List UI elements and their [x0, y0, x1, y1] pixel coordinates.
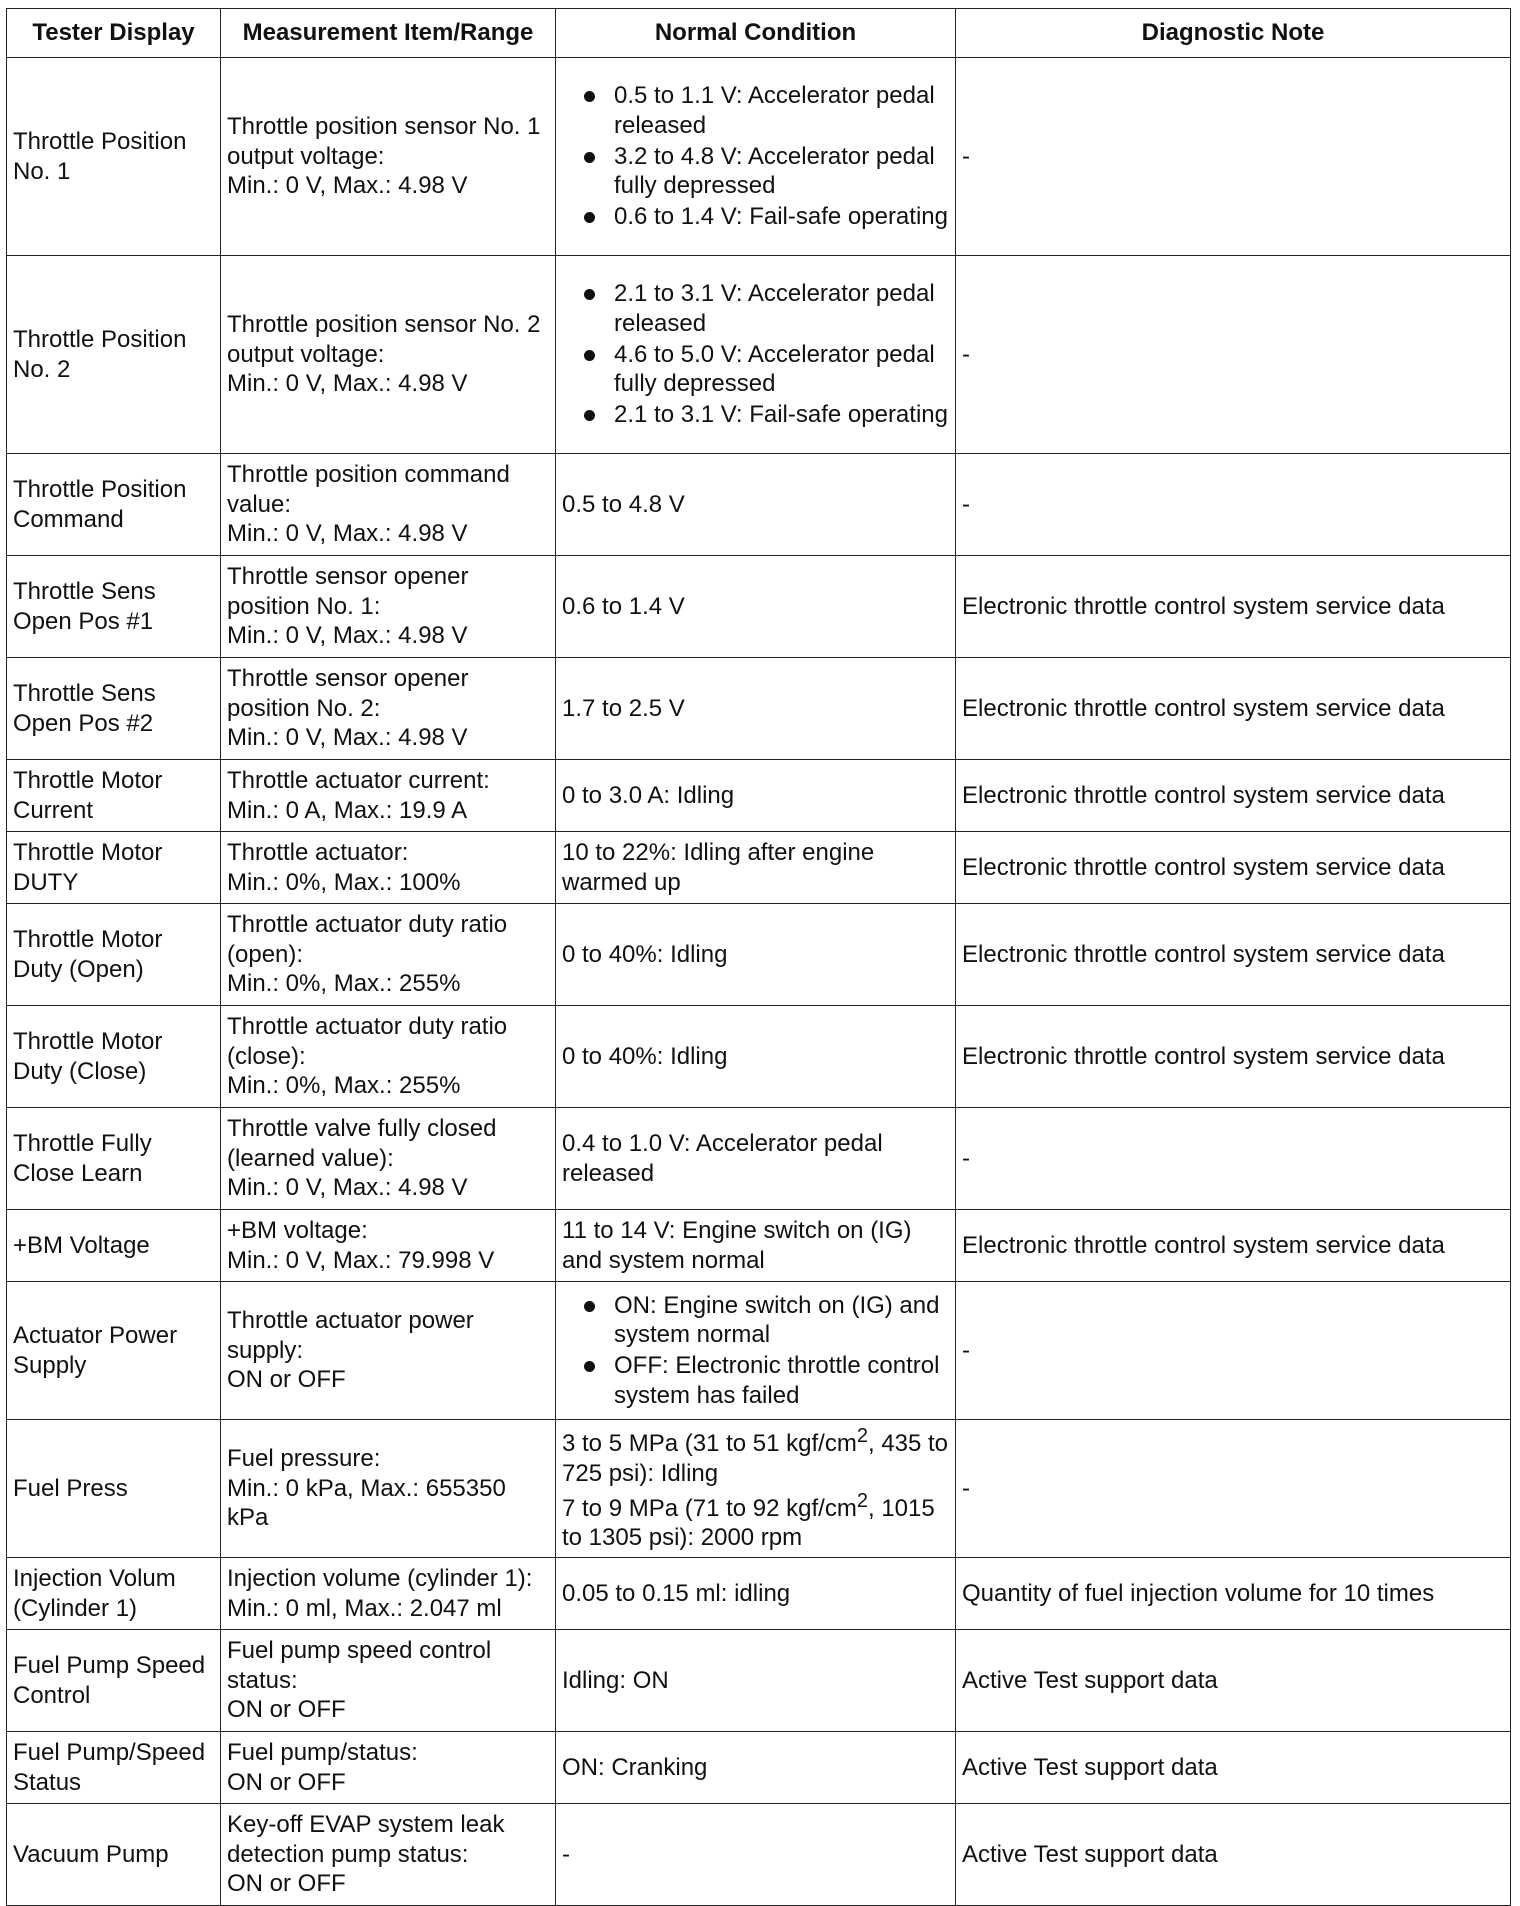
table-row: [7, 58, 1511, 256]
diagnostic-note-cell: Active Test support data: [956, 1804, 1511, 1906]
measurement-item: Throttle actuator duty ratio (open):: [227, 910, 508, 968]
condition-cell: 1.7 to 2.5 V: [556, 658, 956, 760]
table-row: [7, 760, 1511, 832]
measurement-cell: [221, 904, 556, 1006]
table-row: [7, 1732, 1511, 1804]
measurement-range: Min.: 0 V, Max.: 4.98 V: [227, 520, 468, 548]
measurement-cell: [221, 454, 556, 556]
table-row: [7, 832, 1511, 904]
measurement-cell: [221, 1006, 556, 1108]
condition-item: 2.1 to 3.1 V: Accelerator pedal released: [614, 279, 949, 339]
header-normal-condition: Normal Condition: [556, 9, 956, 58]
condition-cell: 0.5 to 4.8 V: [556, 454, 956, 556]
table-row: [7, 1108, 1511, 1210]
condition-cell: [556, 58, 956, 256]
measurement-range: Min.: 0%, Max.: 100%: [227, 868, 461, 896]
diagnostic-note-cell: Electronic throttle control system service data: [956, 1210, 1511, 1282]
measurement-range: Min.: 0 V, Max.: 4.98 V: [227, 1174, 468, 1202]
measurement-range: Min.: 0 kPa, Max.: 655350 kPa: [227, 1474, 506, 1532]
measurement-item: Throttle position sensor No. 1 output voltage:: [227, 112, 541, 170]
measurement-range: Min.: 0 V, Max.: 4.98 V: [227, 370, 468, 398]
condition-item: 4.6 to 5.0 V: Accelerator pedal fully depressed: [614, 340, 949, 400]
superscript: 2: [856, 1425, 868, 1447]
table-row: [7, 1210, 1511, 1282]
measurement-item: Fuel pump/status:: [227, 1738, 418, 1766]
measurement-item: Throttle position sensor No. 2 output voltage:: [227, 310, 541, 368]
tester-display-cell: Fuel Press: [7, 1420, 221, 1558]
condition-cell: 0 to 40%: Idling: [556, 904, 956, 1006]
condition-item: 0.5 to 1.1 V: Accelerator pedal released: [614, 81, 949, 141]
diagnostic-note-cell: Active Test support data: [956, 1630, 1511, 1732]
condition-text: , 435 to 725 psi): Idling: [562, 1430, 948, 1487]
diagnostic-note-cell: -: [956, 256, 1511, 454]
condition-cell: 11 to 14 V: Engine switch on (IG) and system normal: [556, 1210, 956, 1282]
measurement-cell: [221, 832, 556, 904]
condition-line: [562, 1489, 949, 1554]
diagnostic-note-cell: Electronic throttle control system service data: [956, 904, 1511, 1006]
tester-display-cell: Fuel Pump/Speed Status: [7, 1732, 221, 1804]
tester-display-cell: Throttle Motor Duty (Close): [7, 1006, 221, 1108]
diagnostic-note-cell: -: [956, 1282, 1511, 1420]
tester-display-cell: Injection Volum (Cylinder 1): [7, 1558, 221, 1630]
measurement-range: ON or OFF: [227, 1768, 346, 1796]
measurement-range: ON or OFF: [227, 1366, 346, 1394]
measurement-range: Min.: 0%, Max.: 255%: [227, 970, 461, 998]
diagnostic-note-cell: Electronic throttle control system service data: [956, 1006, 1511, 1108]
table-row: [7, 1630, 1511, 1732]
tester-display-cell: Throttle Motor Current: [7, 760, 221, 832]
condition-cell: 0.05 to 0.15 ml: idling: [556, 1558, 956, 1630]
table-row: [7, 454, 1511, 556]
condition-cell: [556, 256, 956, 454]
measurement-cell: [221, 1108, 556, 1210]
measurement-item: +BM voltage:: [227, 1216, 368, 1244]
measurement-cell: [221, 556, 556, 658]
tester-display-cell: Throttle Sens Open Pos #2: [7, 658, 221, 760]
diagnostic-note-cell: -: [956, 1420, 1511, 1558]
table-row: [7, 1006, 1511, 1108]
condition-text: 3 to 5 MPa (31 to 51 kgf/cm: [562, 1430, 857, 1457]
measurement-item: Key-off EVAP system leak detection pump status:: [227, 1810, 505, 1868]
tester-display-cell: Throttle Sens Open Pos #1: [7, 556, 221, 658]
diagnostic-note-cell: Electronic throttle control system service data: [956, 556, 1511, 658]
table-row: [7, 658, 1511, 760]
measurement-item: Throttle sensor opener position No. 2:: [227, 664, 469, 722]
table-row: [7, 556, 1511, 658]
measurement-cell: [221, 1282, 556, 1420]
measurement-range: Min.: 0 V, Max.: 4.98 V: [227, 172, 468, 200]
measurement-range: ON or OFF: [227, 1696, 346, 1724]
measurement-cell: [221, 1210, 556, 1282]
table-row: [7, 256, 1511, 454]
tester-display-cell: +BM Voltage: [7, 1210, 221, 1282]
measurement-item: Fuel pump speed control status:: [227, 1636, 492, 1694]
table-row: [7, 1282, 1511, 1420]
measurement-item: Throttle actuator power supply:: [227, 1306, 474, 1364]
condition-cell: Idling: ON: [556, 1630, 956, 1732]
tester-display-cell: Actuator Power Supply: [7, 1282, 221, 1420]
measurement-cell: [221, 1420, 556, 1558]
condition-cell: [556, 1420, 956, 1558]
condition-cell: -: [556, 1804, 956, 1906]
diagnostic-note-cell: -: [956, 1108, 1511, 1210]
header-diagnostic-note: Diagnostic Note: [956, 9, 1511, 58]
measurement-cell: [221, 1732, 556, 1804]
measurement-range: Min.: 0 V, Max.: 4.98 V: [227, 622, 468, 650]
measurement-cell: [221, 1630, 556, 1732]
measurement-item: Throttle valve fully closed (learned value):: [227, 1114, 497, 1172]
condition-line: [562, 1424, 949, 1489]
condition-cell: 0.6 to 1.4 V: [556, 556, 956, 658]
condition-list: [562, 279, 949, 430]
measurement-range: Min.: 0 ml, Max.: 2.047 ml: [227, 1594, 502, 1622]
measurement-range: Min.: 0 A, Max.: 19.9 A: [227, 796, 468, 824]
measurement-item: Throttle position command value:: [227, 460, 510, 518]
table-row: [7, 1420, 1511, 1558]
tester-display-cell: Fuel Pump Speed Control: [7, 1630, 221, 1732]
condition-cell: 10 to 22%: Idling after engine warmed up: [556, 832, 956, 904]
measurement-cell: [221, 760, 556, 832]
tester-display-cell: Throttle Fully Close Learn: [7, 1108, 221, 1210]
measurement-range: ON or OFF: [227, 1870, 346, 1898]
condition-item: 2.1 to 3.1 V: Fail-safe operating: [614, 401, 948, 429]
condition-item: 3.2 to 4.8 V: Accelerator pedal fully depressed: [614, 142, 949, 202]
measurement-item: Throttle actuator current:: [227, 766, 490, 794]
diagnostic-note-cell: Electronic throttle control system service data: [956, 658, 1511, 760]
condition-cell: ON: Cranking: [556, 1732, 956, 1804]
measurement-item: Fuel pressure:: [227, 1444, 381, 1472]
header-measurement: Measurement Item/Range: [221, 9, 556, 58]
measurement-item: Injection volume (cylinder 1):: [227, 1564, 533, 1592]
data-list-table: [6, 8, 1511, 1906]
measurement-cell: [221, 1804, 556, 1906]
measurement-item: Throttle sensor opener position No. 1:: [227, 562, 469, 620]
superscript: 2: [856, 1489, 868, 1512]
table-row: [7, 1804, 1511, 1906]
tester-display-cell: Throttle Motor Duty (Open): [7, 904, 221, 1006]
measurement-cell: [221, 1558, 556, 1630]
condition-cell: 0 to 3.0 A: Idling: [556, 760, 956, 832]
tester-display-cell: Throttle Position No. 1: [7, 58, 221, 256]
condition-text: , 1015 to 1305 psi): 2000 rpm: [562, 1494, 935, 1552]
measurement-range: Min.: 0 V, Max.: 4.98 V: [227, 724, 468, 752]
condition-item: 0.6 to 1.4 V: Fail-safe operating: [614, 203, 948, 231]
measurement-cell: [221, 256, 556, 454]
condition-cell: 0 to 40%: Idling: [556, 1006, 956, 1108]
condition-cell: [556, 1282, 956, 1420]
diagnostic-note-cell: Active Test support data: [956, 1732, 1511, 1804]
table-row: [7, 904, 1511, 1006]
header-tester-display: Tester Display: [7, 9, 221, 58]
measurement-range: Min.: 0%, Max.: 255%: [227, 1072, 461, 1100]
diagnostic-note-cell: -: [956, 454, 1511, 556]
measurement-item: Throttle actuator duty ratio (close):: [227, 1012, 508, 1070]
header-row: [7, 9, 1511, 58]
tester-display-cell: Throttle Motor DUTY: [7, 832, 221, 904]
measurement-item: Throttle actuator:: [227, 838, 409, 866]
diagnostic-note-cell: Quantity of fuel injection volume for 10 times: [956, 1558, 1511, 1630]
tester-display-cell: Throttle Position Command: [7, 454, 221, 556]
condition-list: [562, 81, 949, 232]
condition-cell: 0.4 to 1.0 V: Accelerator pedal released: [556, 1108, 956, 1210]
measurement-cell: [221, 58, 556, 256]
diagnostic-note-cell: Electronic throttle control system service data: [956, 832, 1511, 904]
tester-display-cell: Throttle Position No. 2: [7, 256, 221, 454]
condition-item: ON: Engine switch on (IG) and system normal: [614, 1291, 949, 1351]
measurement-range: Min.: 0 V, Max.: 79.998 V: [227, 1246, 495, 1274]
tester-display-cell: Vacuum Pump: [7, 1804, 221, 1906]
measurement-cell: [221, 658, 556, 760]
condition-text: 7 to 9 MPa (71 to 92 kgf/cm: [562, 1494, 857, 1522]
table-row: [7, 1558, 1511, 1630]
condition-list: [562, 1291, 949, 1411]
diagnostic-note-cell: Electronic throttle control system service data: [956, 760, 1511, 832]
diagnostic-note-cell: -: [956, 58, 1511, 256]
condition-item: OFF: Electronic throttle control system has failed: [614, 1351, 949, 1411]
